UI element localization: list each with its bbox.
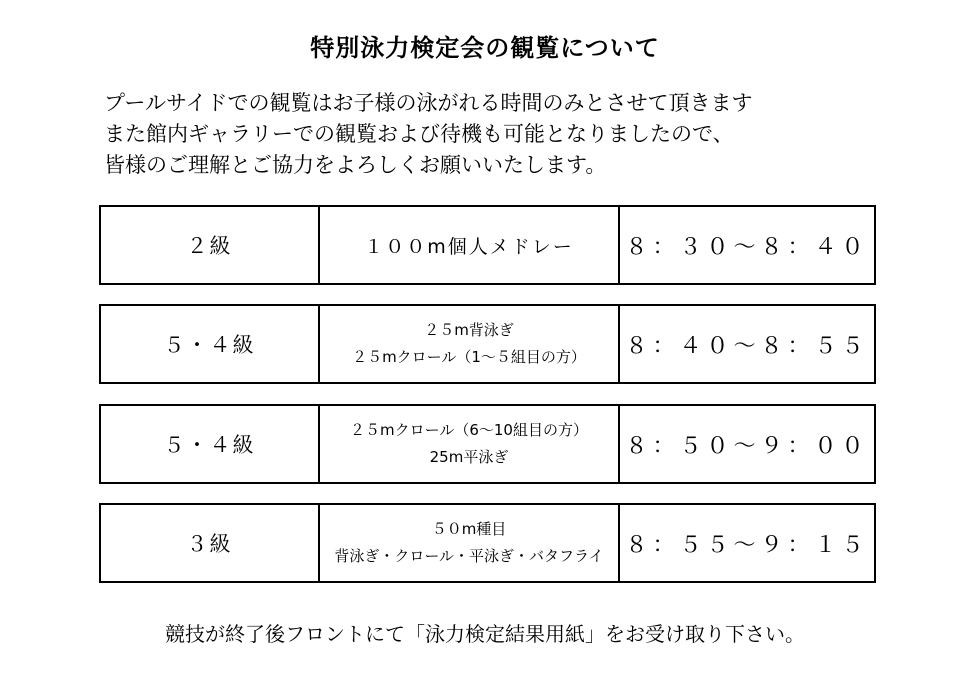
intro-text [104,88,884,181]
grade-cell: ２級 [101,207,320,283]
grade-cell: ５・４級 [101,306,320,382]
time-cell: ８：５５～９：１５ [625,532,869,558]
event-cell [320,306,620,382]
event-label: ２５mクロール（6～10組目の方） [350,421,588,439]
event-label: ５０m種目 [431,520,507,538]
event-cell [320,505,620,581]
event-label: ２５m背泳ぎ [424,321,514,339]
intro-line: また館内ギャラリーでの観覧および待機も可能となりましたので、 [104,122,734,146]
time-cell: ８：４０～８：５５ [625,333,869,359]
schedule-row [99,503,876,583]
schedule-row [99,404,876,484]
time-cell: ８：３０～８：４０ [625,234,869,260]
intro-line: 皆様のご理解とご協力をよろしくお願いいたします。 [104,153,607,177]
event-label: 25m平泳ぎ [429,448,509,466]
event-label: １００m個人メドレー [364,235,574,258]
event-label: 背泳ぎ・クロール・平泳ぎ・バタフライ [334,547,604,565]
footer-note: 競技が終了後フロントにて「泳力検定結果用紙」をお受け取り下さい。 [165,622,805,646]
schedule-row [99,205,876,285]
event-cell [320,207,620,283]
intro-line: プールサイドでの観覧はお子様の泳がれる時間のみとさせて頂きます [104,91,753,115]
grade-cell: ３級 [101,505,320,581]
page-title: 特別泳力検定会の観覧について [310,34,660,62]
event-label: ２５mクロール（1～５組目の方） [352,348,586,366]
schedule-row [99,304,876,384]
event-cell [320,406,620,482]
grade-cell: ５・４級 [101,406,320,482]
time-cell: ８：５０～９：００ [625,433,869,459]
